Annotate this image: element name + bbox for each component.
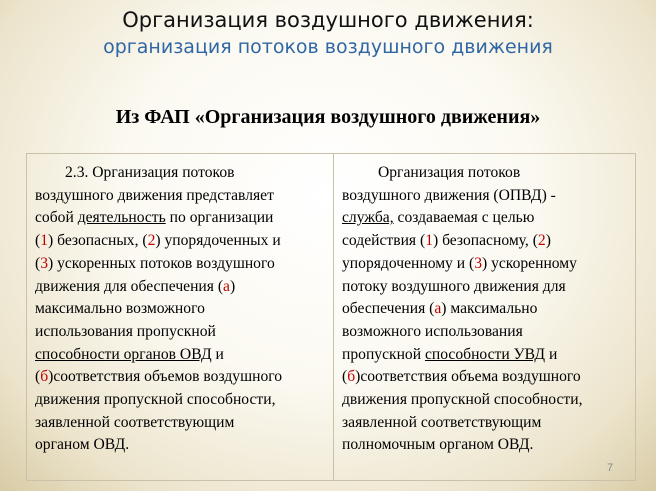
text-line: полномочным органом ОВД. xyxy=(342,436,534,454)
marker-number: 1 xyxy=(40,232,48,250)
text-line: движения пропускной способности, xyxy=(35,391,276,409)
text-line: (3) ускоренных потоков воздушного xyxy=(35,254,275,272)
text-line: потоку воздушного движения для xyxy=(342,277,566,295)
text-line: движения пропускной способности, xyxy=(342,391,583,409)
text-line: заявленной соответствующим xyxy=(342,413,542,431)
marker-number: 2 xyxy=(537,232,546,250)
text-line: движения для обеспечения (а) xyxy=(35,277,236,295)
text-line: воздушного движения (ОПВД) - xyxy=(342,186,556,204)
underlined-term: способности органов ОВД xyxy=(35,345,212,363)
text-line: содействия (1) безопасному, (2) xyxy=(342,232,551,250)
slide-title-block xyxy=(0,6,656,60)
text-line: способности органов ОВД и xyxy=(35,345,224,363)
text-line: максимально возможного xyxy=(35,300,205,318)
table-cell-right xyxy=(334,154,635,480)
text-line: обеспечения (а) максимально xyxy=(342,300,538,318)
text-line: Организация потоков xyxy=(378,164,521,181)
slide-title: Организация воздушного движения: xyxy=(122,8,534,32)
text-line: использования пропускной xyxy=(35,322,216,340)
text-line: возможного использования xyxy=(342,322,523,340)
text-line: (б)соответствия объема воздушного xyxy=(342,368,581,386)
underlined-term: деятельность xyxy=(77,209,166,227)
slide-subtitle: организация потоков воздушного движения xyxy=(103,36,553,58)
section-heading: Из ФАП «Организация воздушного движения» xyxy=(115,106,541,128)
marker-number: 1 xyxy=(425,232,433,250)
text-line: пропускной способности УВД и xyxy=(342,345,558,363)
text-line: (1) безопасных, (2) упорядоченных и xyxy=(35,232,281,250)
comparison-table xyxy=(26,153,636,481)
text-line: упорядоченному и (3) ускоренному xyxy=(342,254,577,272)
marker-number: 3 xyxy=(474,254,482,272)
marker-letter: б xyxy=(347,368,356,386)
text-line: служба, создаваемая с целью xyxy=(342,209,535,227)
underlined-term: служба, xyxy=(342,209,394,227)
marker-number: 2 xyxy=(147,232,156,250)
table-cell-left xyxy=(27,154,334,480)
marker-letter: а xyxy=(434,300,442,318)
marker-letter: а xyxy=(223,277,230,295)
page-number: 7 xyxy=(607,462,614,474)
text-line: собой деятельность по организации xyxy=(35,209,274,227)
text-line: органом ОВД. xyxy=(35,436,130,454)
underlined-term: способности УВД xyxy=(424,345,546,363)
text-line: 2.3. Организация потоков xyxy=(65,164,235,181)
text-line: заявленной соответствующим xyxy=(35,413,235,431)
marker-number: 3 xyxy=(40,254,48,272)
text-line: (б)соответствия объемов воздушного xyxy=(35,368,283,386)
text-line: воздушного движения представляет xyxy=(35,186,274,204)
marker-letter: б xyxy=(40,368,49,386)
